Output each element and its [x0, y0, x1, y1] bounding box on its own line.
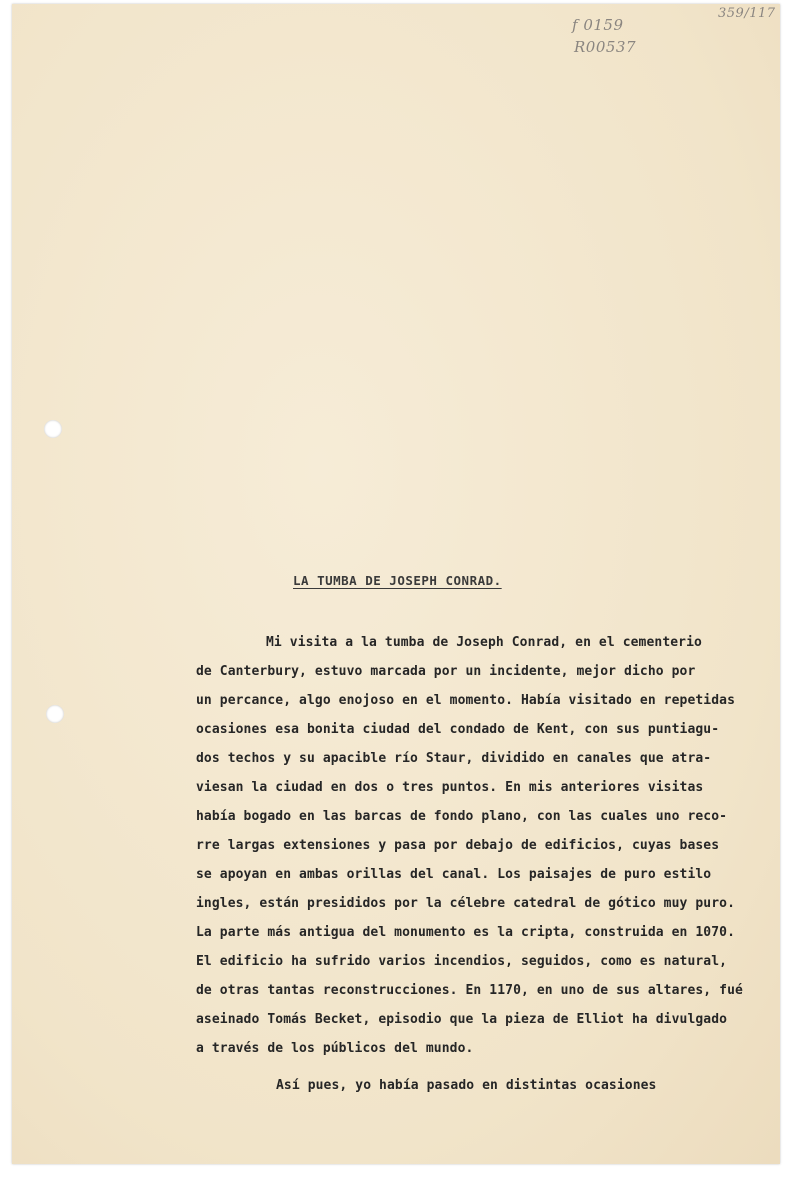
body-line: a través de los públicos del mundo.	[196, 1041, 474, 1056]
body-line: de otras tantas reconstrucciones. En 1170, en uno de sus altares, fué	[196, 983, 743, 998]
archive-code-1: f 0159	[572, 16, 624, 34]
archive-annotation-top-right: 359/117	[718, 6, 776, 21]
body-line: ingles, están presididos por la célebre catedral de gótico muy puro.	[196, 896, 736, 911]
punch-hole	[44, 420, 62, 438]
body-line: Mi visita a la tumba de Joseph Conrad, en el cementerio	[266, 635, 702, 650]
archive-code-2: R00537	[574, 38, 637, 56]
document-title: LA TUMBA DE JOSEPH CONRAD.	[293, 573, 502, 588]
body-line: un percance, algo enojoso en el momento. Había visitado en repetidas	[196, 693, 736, 708]
punch-hole	[46, 705, 64, 723]
body-line: dos techos y su apacible río Staur, dividido en canales que atra-	[196, 751, 712, 766]
body-line: El edificio ha sufrido varios incendios, seguidos, como es natural,	[196, 954, 728, 969]
body-line: se apoyan en ambas orillas del canal. Los paisajes de puro estilo	[196, 867, 712, 882]
body-line: viesan la ciudad en dos o tres puntos. En mis anteriores visitas	[196, 780, 704, 795]
body-line: ocasiones esa bonita ciudad del condado de Kent, con sus puntiagu-	[196, 722, 720, 737]
body-line: Así pues, yo había pasado en distintas ocasiones	[276, 1078, 657, 1093]
body-line: había bogado en las barcas de fondo plano, con las cuales uno reco-	[196, 809, 728, 824]
body-line: rre largas extensiones y pasa por debajo de edificios, cuyas bases	[196, 838, 720, 853]
body-line: aseinado Tomás Becket, episodio que la pieza de Elliot ha divulgado	[196, 1012, 728, 1027]
body-line: de Canterbury, estuvo marcada por un incidente, mejor dicho por	[196, 664, 696, 679]
body-line: La parte más antigua del monumento es la cripta, construida en 1070.	[196, 925, 736, 940]
